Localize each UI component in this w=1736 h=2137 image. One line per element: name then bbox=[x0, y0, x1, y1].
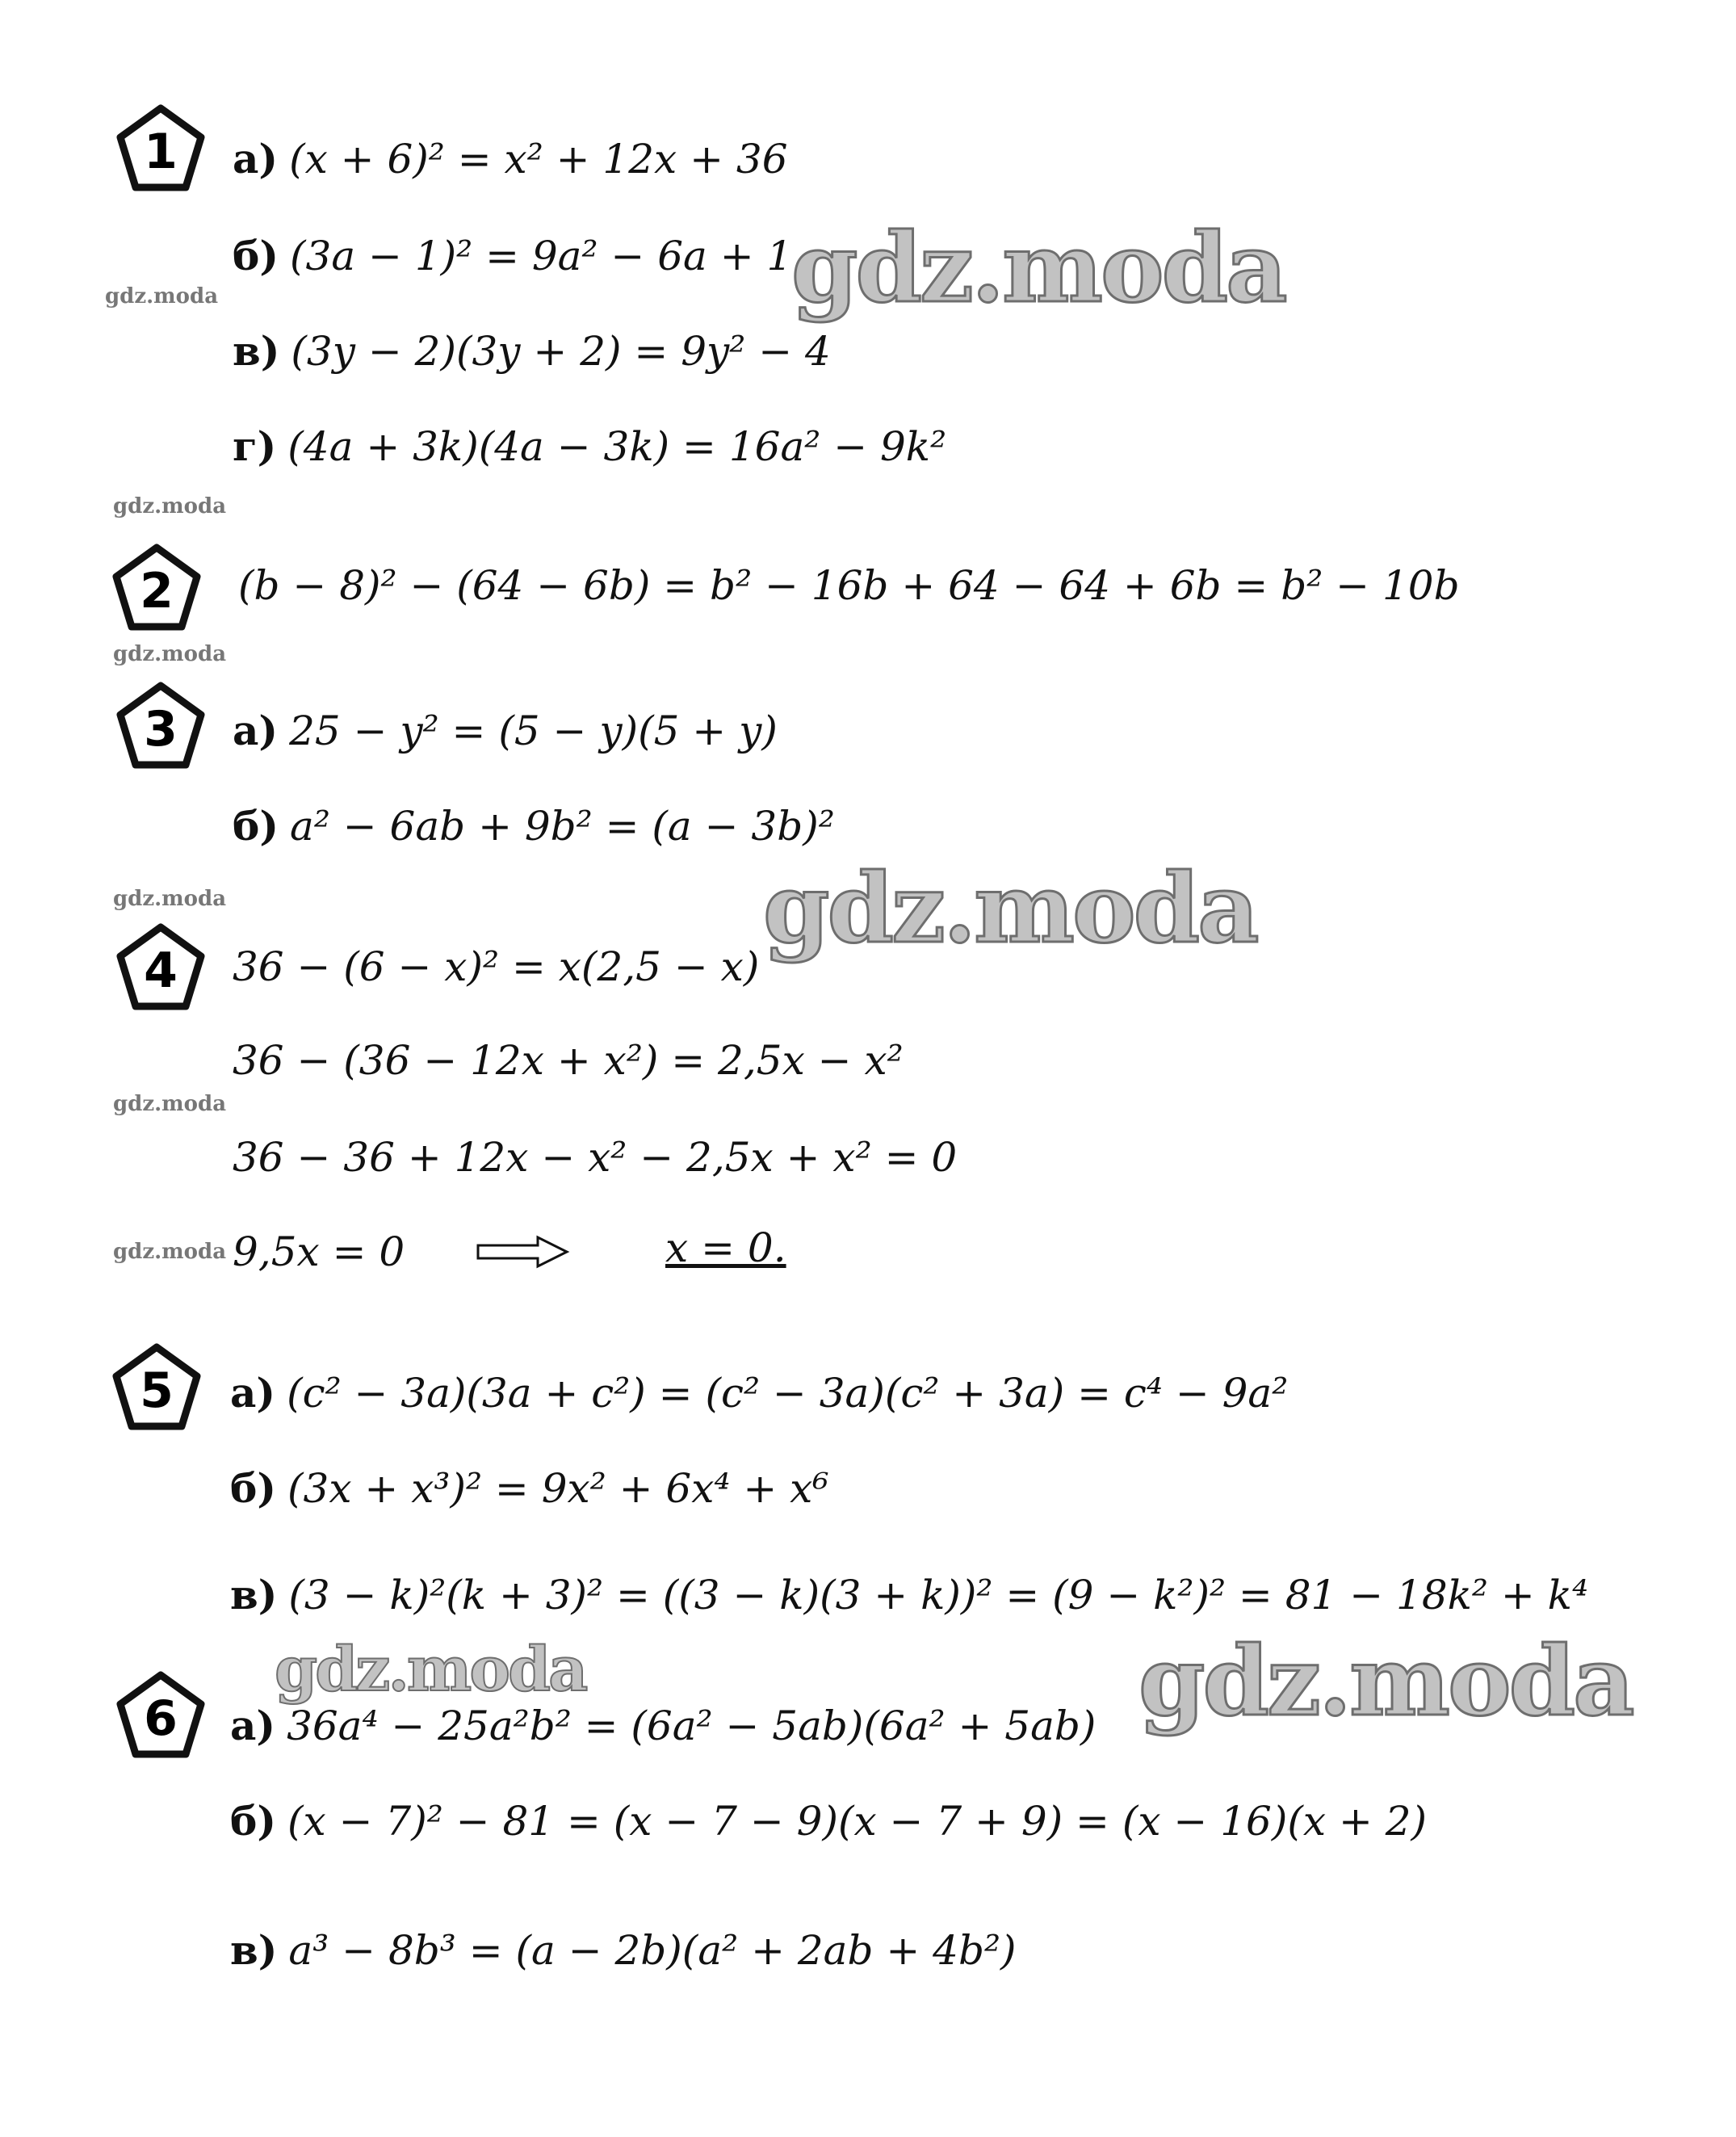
svg-text:3: 3 bbox=[144, 701, 178, 758]
solution-line: а) 36a⁴ − 25a²b² = (6a² − 5ab)(6a² + 5ab) bbox=[230, 1702, 1097, 1749]
solution-line: в) (3 − k)²(k + 3)² = ((3 − k)(3 + k))² = (9 − k²)² = 81 − 18k² + k⁴ bbox=[230, 1571, 1589, 1618]
svg-text:4: 4 bbox=[144, 943, 178, 999]
implies-arrow-icon bbox=[475, 1234, 572, 1270]
solution-line: а) 25 − y² = (5 − y)(5 + y) bbox=[233, 707, 778, 754]
solution-line: а) (x + 6)² = x² + 12x + 36 bbox=[233, 135, 788, 183]
solution-line: в) a³ − 8b³ = (a − 2b)(a² + 2ab + 4b²) bbox=[230, 1926, 1017, 1974]
solution-line: в) (3y − 2)(3y + 2) = 9y² − 4 bbox=[233, 327, 831, 375]
svg-text:6: 6 bbox=[144, 1690, 178, 1747]
final-answer: x = 0. bbox=[665, 1224, 786, 1271]
problem-number-badge bbox=[111, 543, 202, 633]
problem-number-badge bbox=[115, 103, 206, 194]
svg-text:1: 1 bbox=[144, 124, 178, 180]
solution-line: б) (3x + x³)² = 9x² + 6x⁴ + x⁶ bbox=[230, 1464, 829, 1512]
watermark: gdz.moda bbox=[763, 852, 1257, 964]
solution-line: 36 − (36 − 12x + x²) = 2,5x − x² bbox=[233, 1037, 904, 1084]
problem-number-badge bbox=[115, 1670, 206, 1761]
solution-line: б) a² − 6ab + 9b² = (a − 3b)² bbox=[233, 802, 835, 850]
solution-line: (b − 8)² − (64 − 6b) = b² − 16b + 64 − 64 + 6b = b² − 10b bbox=[238, 562, 1460, 609]
watermark: gdz.moda bbox=[113, 494, 227, 519]
problem-number-badge bbox=[111, 1342, 202, 1433]
watermark: gdz.moda bbox=[791, 212, 1285, 324]
solution-line: г) (4a + 3k)(4a − 3k) = 16a² − 9k² bbox=[233, 422, 947, 470]
watermark: gdz.moda bbox=[113, 1092, 227, 1116]
watermark: gdz.moda bbox=[1138, 1625, 1633, 1737]
problem-number-badge bbox=[115, 922, 206, 1013]
watermark: gdz.moda bbox=[113, 1240, 227, 1264]
watermark: gdz.moda bbox=[275, 1633, 586, 1705]
solution-line: 36 − 36 + 12x − x² − 2,5x + x² = 0 bbox=[233, 1134, 958, 1181]
solution-line: 36 − (6 − x)² = x(2,5 − x) bbox=[233, 943, 760, 990]
problem-number-badge bbox=[115, 681, 206, 771]
solution-line: б) (3a − 1)² = 9a² − 6a + 1 bbox=[233, 232, 793, 279]
watermark: gdz.moda bbox=[105, 284, 219, 309]
solution-line: а) (c² − 3a)(3a + c²) = (c² − 3a)(c² + 3a) = c⁴ − 9a² bbox=[230, 1369, 1289, 1417]
svg-text:2: 2 bbox=[140, 563, 174, 619]
watermark: gdz.moda bbox=[113, 887, 227, 911]
watermark: gdz.moda bbox=[113, 642, 227, 666]
solution-line: 9,5x = 0 bbox=[233, 1228, 405, 1275]
solution-line: б) (x − 7)² − 81 = (x − 7 − 9)(x − 7 + 9) = (x − 16)(x + 2) bbox=[230, 1797, 1428, 1845]
svg-text:5: 5 bbox=[140, 1362, 174, 1419]
